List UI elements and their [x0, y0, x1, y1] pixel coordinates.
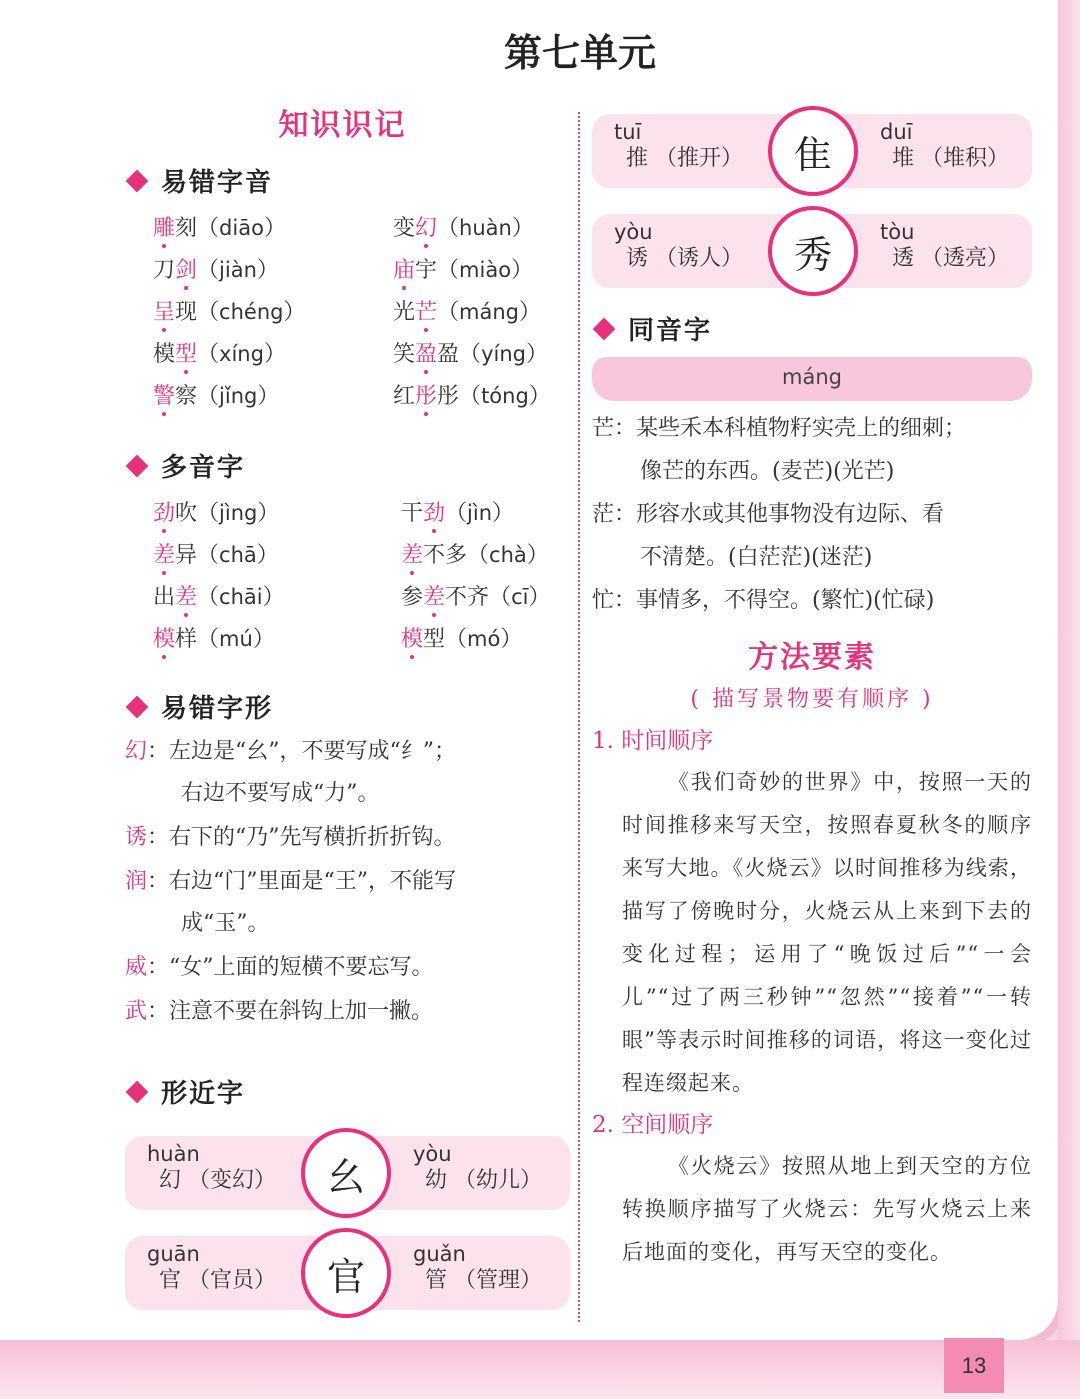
note-char: 幻 — [125, 739, 148, 764]
key-char: 差 — [153, 535, 175, 577]
key-char: 差 — [423, 577, 445, 619]
key-char: 劲 — [153, 493, 175, 535]
note-char: 润 — [125, 869, 148, 894]
miswritten-note — [125, 947, 570, 989]
paren: ） — [263, 216, 286, 241]
similar-char-band — [592, 114, 1032, 188]
similar-bands-right — [592, 114, 1032, 288]
key-char: 庙 — [393, 250, 415, 292]
paren: ） — [500, 627, 523, 652]
word: 堆 （堆积） — [892, 146, 1009, 171]
paren: ） — [283, 300, 306, 325]
word: 诱 （诱人） — [626, 246, 743, 271]
word-char: 干 — [401, 501, 424, 526]
word: 幻 （变幻） — [159, 1168, 276, 1193]
paren: ） — [528, 384, 551, 409]
pinyin: jìn — [467, 501, 493, 525]
paren: ） — [511, 258, 534, 283]
similar-bands — [125, 1136, 570, 1310]
pinyin: duī — [880, 120, 913, 144]
word-char: 变 — [393, 216, 416, 241]
pinyin: yòu — [614, 220, 653, 244]
note-char: 诱 — [125, 825, 148, 850]
word-entry — [401, 618, 601, 660]
band-right — [395, 1242, 542, 1296]
paren: （ — [445, 501, 468, 526]
word-entry — [153, 291, 393, 333]
paren: ） — [262, 585, 285, 610]
similar-char-band — [125, 1236, 570, 1310]
word-entry — [393, 375, 593, 417]
paren: （ — [197, 501, 220, 526]
pinyin: huàn — [147, 1142, 200, 1166]
paren: （ — [197, 300, 220, 325]
method-subtitle: ( 描写景物要有顺序 ) — [690, 687, 934, 712]
key-char: 幻 — [415, 208, 437, 250]
page-bottom-decoration — [0, 1340, 1080, 1399]
homophone-char: 芒： — [592, 416, 637, 441]
pinyin: cī — [511, 585, 529, 609]
band-right — [862, 220, 1009, 274]
radical-circle: 官 — [301, 1228, 391, 1318]
word-entry — [153, 375, 393, 417]
pinyin: tòu — [880, 220, 915, 244]
pinyin: huàn — [459, 216, 512, 240]
homophone-entry — [592, 407, 1032, 493]
paren: （ — [197, 216, 220, 241]
word-char: 不多 — [423, 543, 468, 568]
paren: ） — [525, 342, 548, 367]
note-text-cont: 右边不要写成“力”。 — [181, 781, 380, 806]
paren: （ — [437, 258, 460, 283]
paren: ） — [256, 258, 279, 283]
miswritten-note — [125, 861, 570, 945]
word-char: 笑 — [393, 342, 416, 367]
band-left — [129, 1142, 276, 1196]
pinyin: chā — [219, 543, 257, 567]
key-char: 彤 — [415, 376, 437, 418]
homophone-entry — [592, 579, 1032, 622]
right-column — [592, 100, 1032, 1274]
radical-circle: 秀 — [768, 206, 858, 296]
diamond-bullet-icon — [593, 317, 616, 340]
band-right — [862, 120, 1009, 174]
diamond-bullet-icon — [126, 454, 149, 477]
key-char: 差 — [401, 535, 423, 577]
similar-char-band — [125, 1136, 570, 1210]
method-space-heading: 2. 空间顺序 — [592, 1112, 714, 1138]
unit-title: 第七单元 — [503, 30, 656, 75]
paren: ） — [519, 300, 542, 325]
diamond-bullet-icon — [126, 1080, 149, 1103]
paren: （ — [437, 216, 460, 241]
pinyin: guān — [147, 1242, 200, 1266]
key-char: 模 — [153, 619, 175, 661]
word-char: 刻 — [175, 216, 198, 241]
word-entry — [393, 249, 593, 291]
word: 透 （透亮） — [892, 246, 1009, 271]
section-title-method: 方法要素 — [748, 640, 876, 675]
note-text: ：注意不要在斜钩上加一撇。 — [147, 999, 434, 1024]
method-time-heading: 1. 时间顺序 — [592, 728, 714, 754]
key-char: 型 — [175, 334, 197, 376]
paren: ） — [252, 627, 275, 652]
word-char: 样 — [175, 627, 198, 652]
heading-miswritten: 易错字形 — [125, 688, 570, 725]
key-char: 呈 — [153, 292, 175, 334]
homophone-def: 事情多，不得空。(繁忙)(忙碌) — [636, 588, 935, 613]
word-char: 型 — [423, 627, 446, 652]
pinyin: chà — [489, 543, 527, 567]
paren: （ — [459, 342, 482, 367]
paren: （ — [445, 627, 468, 652]
word-entry — [153, 207, 393, 249]
word: 推 （推开） — [626, 146, 743, 171]
pinyin: yíng — [481, 342, 526, 366]
band-left — [596, 120, 743, 174]
pinyin: tóng — [481, 384, 529, 408]
word: 幼 （幼儿） — [425, 1168, 542, 1193]
paren: ） — [256, 543, 279, 568]
pinyin: guǎn — [413, 1242, 466, 1266]
word-entry — [153, 333, 393, 375]
band-left — [129, 1242, 276, 1296]
band-right — [395, 1142, 542, 1196]
word-char: 刀 — [153, 258, 176, 283]
word: 官 （官员） — [159, 1268, 276, 1293]
key-char: 劲 — [423, 493, 445, 535]
key-char: 剑 — [175, 250, 197, 292]
heading-homophone: 同音字 — [592, 310, 1032, 347]
heading-polyphonic: 多音字 — [125, 447, 570, 484]
page-edge-decoration — [1058, 0, 1080, 1399]
note-text: ：右边“门”里面是“王”，不能写 — [147, 869, 457, 894]
key-char: 差 — [175, 577, 197, 619]
paren: ） — [492, 501, 515, 526]
key-char: 芒 — [415, 292, 437, 334]
miswritten-note — [125, 731, 570, 815]
note-char: 武 — [125, 999, 148, 1024]
paren: （ — [197, 258, 220, 283]
word-entry — [153, 618, 401, 660]
paren: ） — [257, 501, 280, 526]
paren: ） — [257, 384, 280, 409]
polyphonic-list — [153, 492, 570, 660]
paren: ） — [263, 342, 286, 367]
heading-mispronounced: 易错字音 — [125, 162, 570, 199]
word-char: 模 — [153, 342, 176, 367]
pinyin: diāo — [219, 216, 264, 240]
paren: ） — [528, 585, 551, 610]
word-entry — [393, 291, 593, 333]
homophone-char: 茫： — [592, 502, 637, 527]
pinyin: mó — [467, 627, 501, 651]
paren: （ — [197, 585, 220, 610]
word-char: 异 — [175, 543, 198, 568]
pinyin: yòu — [413, 1142, 452, 1166]
word-entry — [153, 534, 401, 576]
page-number: 13 — [944, 1338, 1004, 1393]
homophone-def-cont: 像芒的东西。(麦芒)(光芒) — [640, 459, 895, 484]
word-entry — [153, 576, 401, 618]
word-char: 盈 — [437, 342, 460, 367]
word-entry — [153, 492, 401, 534]
mispronounced-list — [153, 207, 570, 417]
word-char: 不齐 — [445, 585, 490, 610]
pinyin: jiàn — [219, 258, 257, 282]
pinyin-ribbon: máng — [592, 357, 1032, 401]
homophone-list — [592, 407, 1032, 622]
pinyin: tuī — [614, 120, 642, 144]
key-char: 盈 — [415, 334, 437, 376]
miswritten-note — [125, 991, 570, 1033]
word-entry — [401, 534, 601, 576]
paren: （ — [437, 300, 460, 325]
word-char: 吹 — [175, 501, 198, 526]
word-char: 光 — [393, 300, 416, 325]
word-char: 现 — [175, 300, 198, 325]
word-char: 宇 — [415, 258, 438, 283]
method-space-text: 《火烧云》按照从地上到天空的方位转换顺序描写了火烧云：先写火烧云上来后地面的变化，再写天空的变化。 — [622, 1154, 1032, 1264]
method-time-text: 《我们奇妙的世界》中，按照一天的时间推移来写天空，按照春夏秋冬的顺序来写大地。《火烧云》以时间推移为线索，描写了傍晚时分，火烧云从上来到下去的变化过程；运用了“晚饭过后”“一会儿”“过了两三秒钟”“忽然”“接着”“一转眼”等表示时间推移的词语，将这一变化过程连缀起来。 — [622, 770, 1032, 1095]
paren: （ — [459, 384, 482, 409]
homophone-def: 某些禾本科植物籽实壳上的细刺； — [636, 416, 967, 441]
note-text-cont: 成“玉”。 — [181, 911, 270, 936]
word-char: 参 — [401, 585, 424, 610]
word-char: 出 — [153, 585, 176, 610]
diamond-bullet-icon — [126, 695, 149, 718]
paren: （ — [197, 627, 220, 652]
paren: （ — [197, 342, 220, 367]
word-entry — [401, 576, 601, 618]
word-char: 察 — [175, 384, 198, 409]
paren: （ — [197, 384, 220, 409]
pinyin: xíng — [219, 342, 264, 366]
heading-similar: 形近字 — [125, 1073, 570, 1110]
key-char: 雕 — [153, 208, 175, 250]
pinyin: mú — [219, 627, 253, 651]
word: 管 （管理） — [425, 1268, 542, 1293]
paren: （ — [489, 585, 512, 610]
note-text: ：左边是“幺”，不要写成“纟”； — [147, 739, 457, 764]
similar-char-band — [592, 214, 1032, 288]
word-entry — [153, 249, 393, 291]
word-char: 红 — [393, 384, 416, 409]
note-text: ：“女”上面的短横不要忘写。 — [147, 955, 434, 980]
miswritten-notes — [125, 731, 570, 1033]
pinyin: jǐng — [219, 384, 258, 408]
homophone-char: 忙： — [592, 588, 637, 613]
paren: （ — [197, 543, 220, 568]
radical-circle: 幺 — [301, 1128, 391, 1218]
pinyin: miào — [459, 258, 512, 282]
word-entry — [393, 207, 593, 249]
radical-circle: 隹 — [768, 106, 858, 196]
homophone-def: 形容水或其他事物没有边际、看 — [636, 502, 945, 527]
pinyin: chéng — [219, 300, 284, 324]
left-column — [125, 100, 570, 1310]
word-entry — [401, 492, 601, 534]
paren: ） — [511, 216, 534, 241]
word-entry — [393, 333, 593, 375]
note-text: ：右下的“乃”先写横折折折钩。 — [147, 825, 456, 850]
diamond-bullet-icon — [126, 169, 149, 192]
band-left — [596, 220, 743, 274]
pinyin: máng — [459, 300, 520, 324]
miswritten-note — [125, 817, 570, 859]
paren: ） — [526, 543, 549, 568]
section-title-knowledge: 知识识记 — [278, 108, 407, 143]
word-char: 彤 — [437, 384, 460, 409]
paren: （ — [467, 543, 490, 568]
note-char: 威 — [125, 955, 148, 980]
pinyin: jìng — [219, 501, 258, 525]
key-char: 模 — [401, 619, 423, 661]
homophone-entry — [592, 493, 1032, 579]
key-char: 警 — [153, 376, 175, 418]
pinyin: chāi — [219, 585, 263, 609]
homophone-def-cont: 不清楚。(白茫茫)(迷茫) — [640, 545, 873, 570]
